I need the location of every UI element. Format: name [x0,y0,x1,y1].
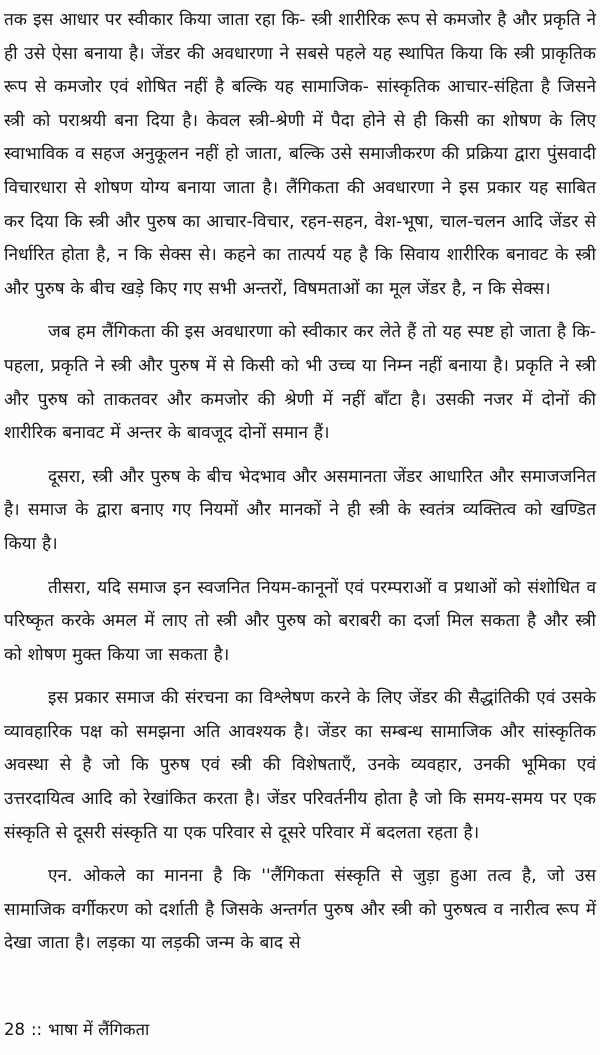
book-title: भाषा में लैंगिकता [48,1020,150,1039]
paragraph-gap [4,451,596,461]
paragraph-second: दूसरा, स्त्री और पुरुष के बीच भेदभाव और असमानता जेंडर आधारित और समाजजनित है। समाज के द्वारा बनाए गए नियमों और मानकों ने ही स्त्री के स्वतंत्र व्यक्तित्व को खण्डित किया है। [4,466,596,554]
paragraph-third: तीसरा, यदि समाज इन स्वजनित नियम-कानूनों एवं परम्पराओं व प्रथाओं को संशोधित व परिष्कृत करके अमल में लाए तो स्त्री और पुरुष को बराबरी का दर्जा मिल सकता है और स्त्री को शोषण मुक्त किया जा सकता है। [4,577,596,665]
paragraph-gap [4,306,596,316]
page-footer [4,1019,149,1041]
paragraph-gap [4,562,596,572]
body-text [4,4,596,961]
paragraph-oakley: एन. ओकले का मानना है कि ''लैंगिकता संस्कृति से जुड़ा हुआ तत्व है, जो उस सामाजिक वर्गीकरण को दर्शाती है जिसके अन्तर्गत पुरुष और स्त्री को पुरुषत्व व नारीत्व रूप में देखा जाता है। लड़का या लड़की जन्म के बाद से [4,866,596,954]
page-number: 28 [4,1020,25,1039]
paragraph-gap [4,672,596,682]
paragraph-gap [4,850,596,860]
footer-separator: :: [31,1020,43,1039]
paragraph-equality: जब हम लैंगिकता की इस अवधारणा को स्वीकार कर लेते हैं तो यह स्पष्ट हो जाता है कि- पहला, प्रकृति ने स्त्री और पुरुष में से किसी को भी उच्च या निम्न नहीं बनाया है। प्रकृति ने स्त्री और पुरुष को ताकतवर और कमजोर की श्रेणी में नहीं बाँटा है। उसकी नजर में दोनों की शारीरिक बनावट में अन्तर के बावजूद दोनों समान हैं। [4,322,596,444]
paragraph-structure: इस प्रकार समाज की संरचना का विश्लेषण करने के लिए जेंडर की सैद्धांतिकी एवं उसके व्यावहारिक पक्ष को समझना अति आवश्यक है। जेंडर का सम्बन्ध सामाजिक और सांस्कृतिक अवस्था से है जो कि पुरुष एवं स्त्री की विशेषताएँ, उनके व्यवहार, उनकी भूमिका एवं उत्तरदायित्व आदि को रेखांकित करता है। जेंडर परिवर्तनीय होता है जो कि समय-समय पर एक संस्कृति से दूसरी संस्कृति या एक परिवार से दूसरे परिवार में बदलता रहता है। [4,688,596,843]
paragraph-continuation: तक इस आधार पर स्वीकार किया जाता रहा कि- स्त्री शारीरिक रूप से कमजोर है और प्रकृति ने ही उसे ऐसा बनाया है। जेंडर की अवधारणा ने सबसे पहले यह स्थापित किया कि स्त्री प्राकृतिक रूप से कमजोर एवं शोषित नहीं है बल्कि यह सामाजिक- सांस्कृतिक आचार-संहिता है जिसने स्त्री को पराश्रयी बना दिया है। केवल स्त्री-श्रेणी में पैदा होने से ही किसी का शोषण के लिए स्वाभाविक व सहज अनुकूलन नहीं हो जाता, बल्कि उसे समाजीकरण की प्रक्रिया द्वारा पुंसवादी विचारधारा से शोषण योग्य बनाया जाता है। लैंगिकता की अवधारणा ने इस प्रकार यह साबित कर दिया कि स्त्री और पुरुष का आचार-विचार, रहन-सहन, वेश-भूषा, चाल-चलन आदि जेंडर से निर्धारित होता है, न कि सेक्स से। कहने का तात्पर्य यह है कि सिवाय शारीरिक बनावट के स्त्री और पुरुष के बीच खड़े किए गए सभी अन्तरों, विषमताओं का मूल जेंडर है, न कि सेक्स। [4,10,596,299]
